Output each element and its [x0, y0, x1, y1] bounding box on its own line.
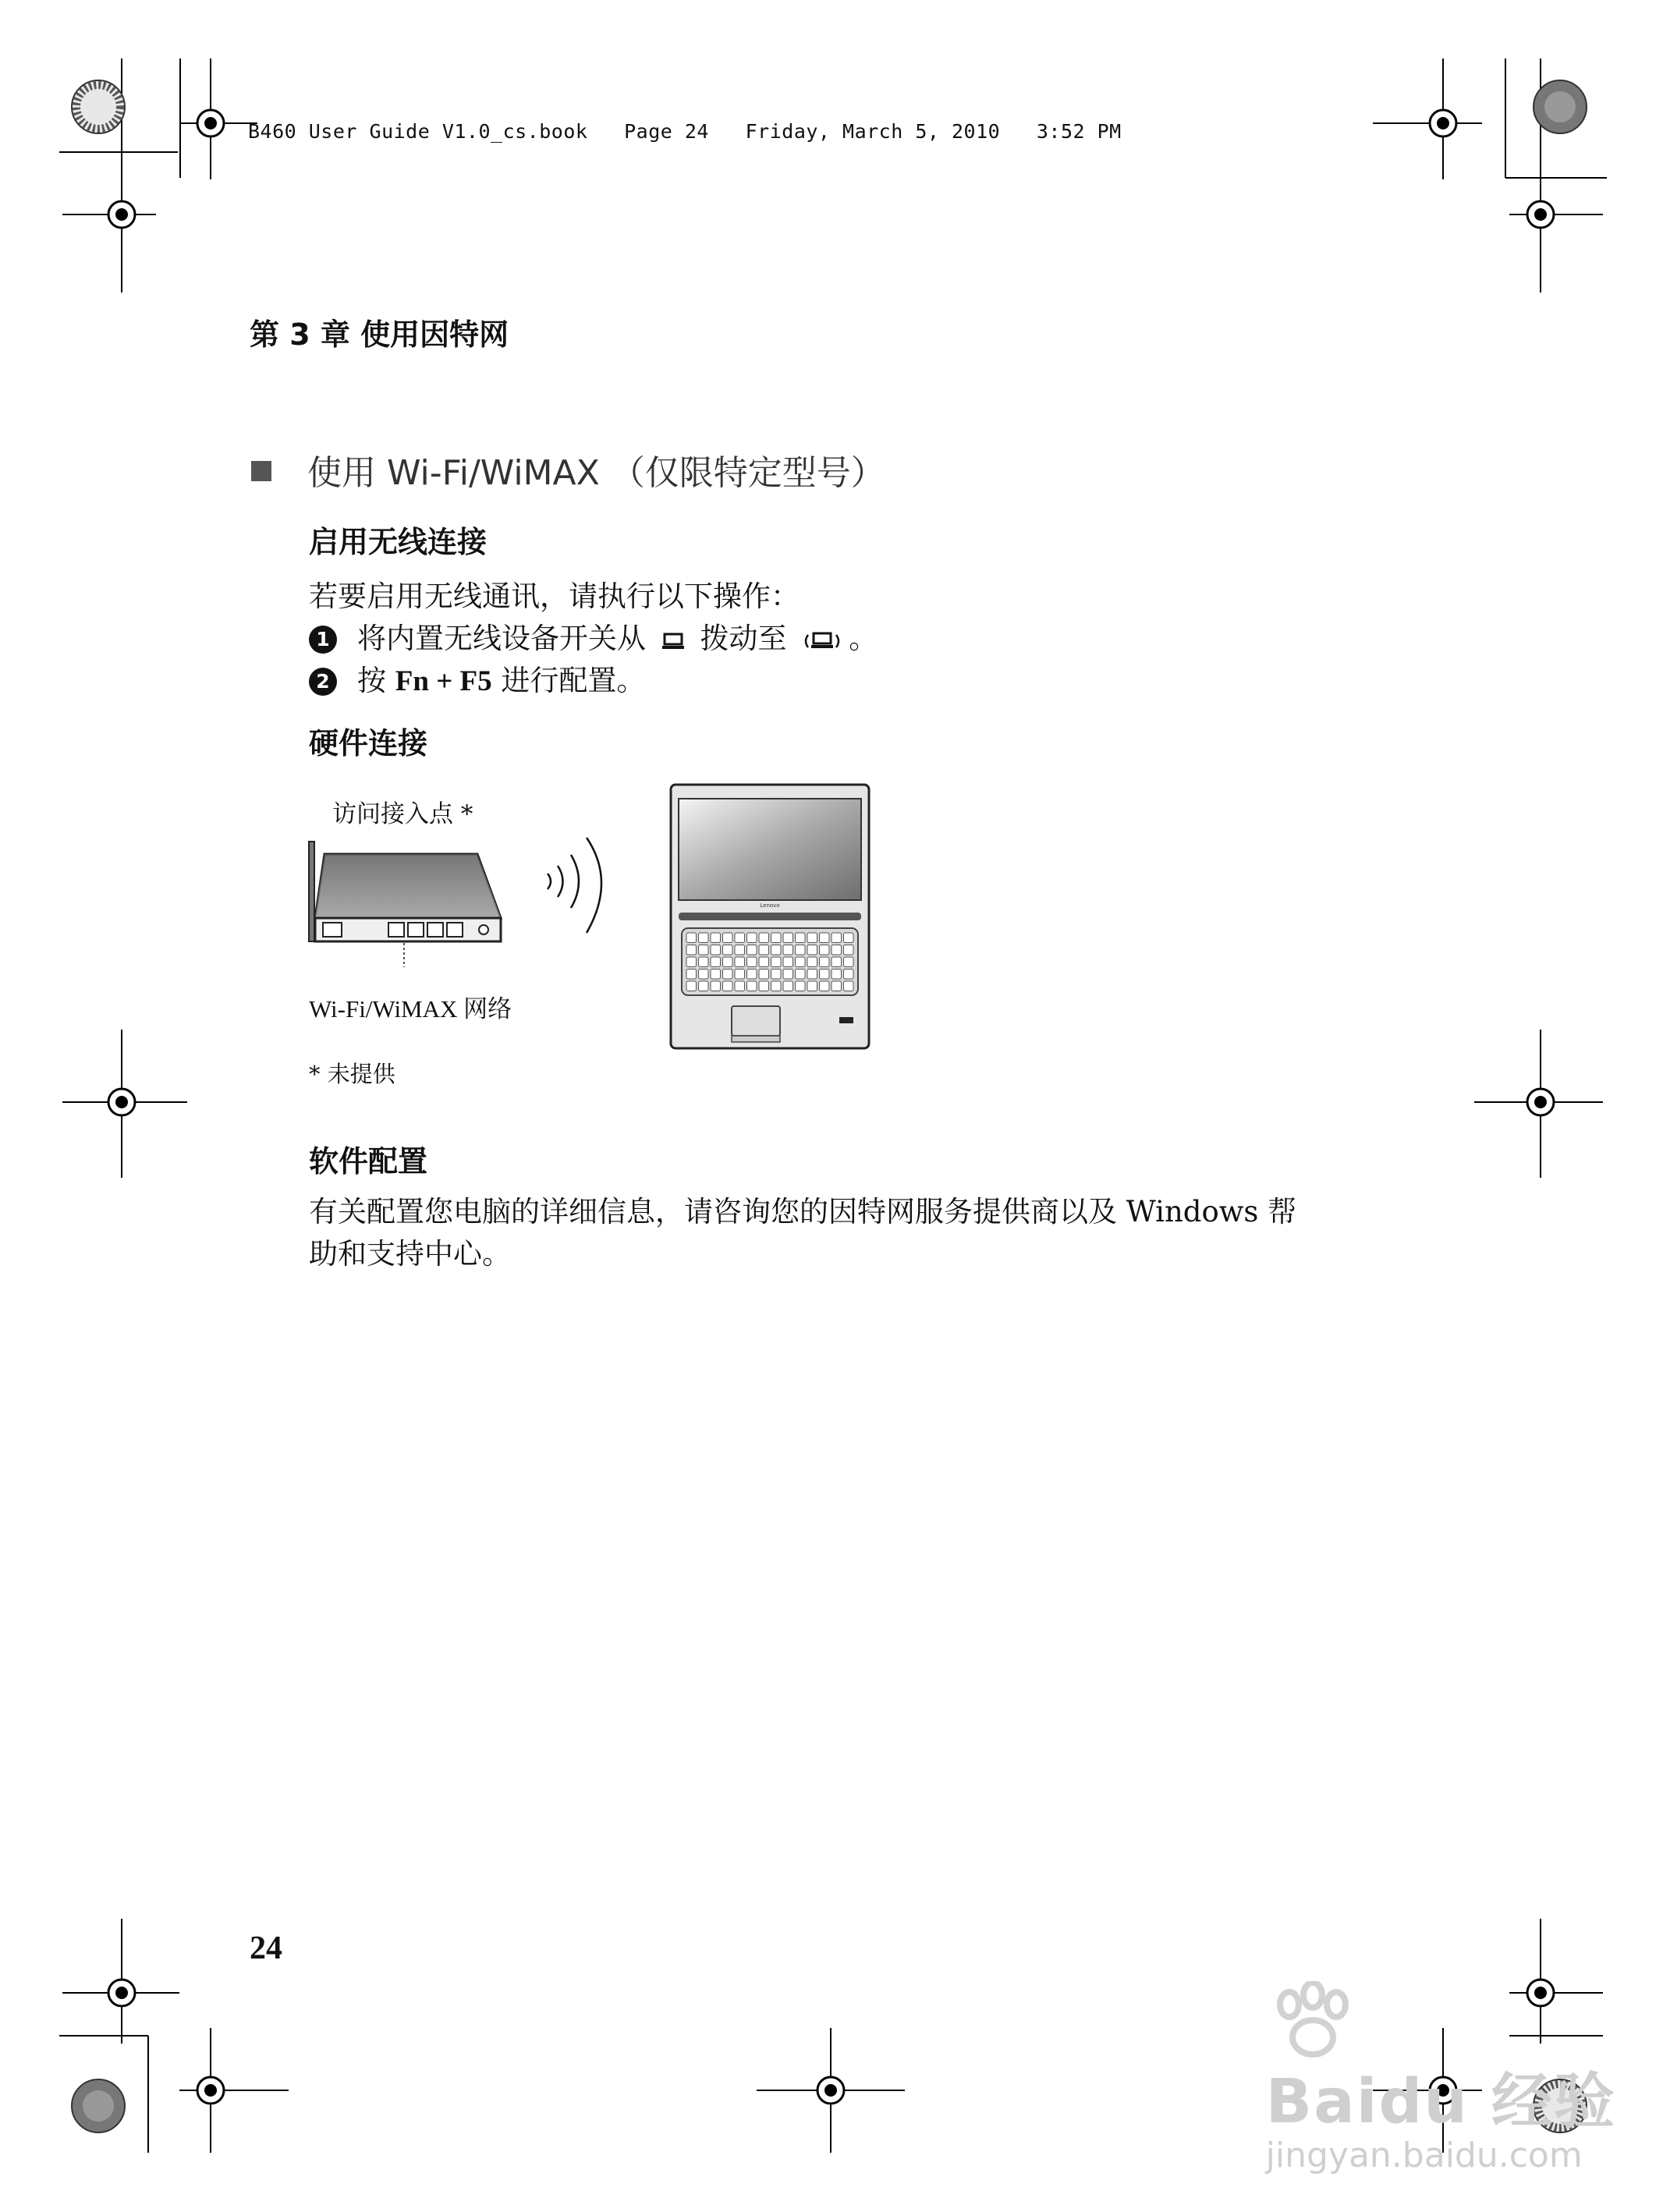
keyboard-key	[747, 981, 757, 991]
keyboard-key	[699, 981, 709, 991]
keyboard-key	[820, 957, 830, 967]
step-1-text-b: 拨动至	[700, 622, 787, 655]
keyboard-key	[844, 945, 854, 955]
header-time: 3:52 PM	[1036, 120, 1122, 143]
enable-wireless-heading: 启用无线连接	[309, 525, 488, 559]
keyboard-key	[807, 957, 817, 967]
keyboard-key	[686, 957, 697, 967]
antenna	[309, 842, 314, 941]
watermark-url: jingyan.baidu.com	[1265, 2136, 1583, 2175]
keyboard-key	[759, 970, 769, 980]
keyboard-key	[807, 981, 817, 991]
step-2-text-a: 按	[357, 664, 386, 697]
keyboard-key	[699, 957, 709, 967]
wifi-signal-icon	[538, 827, 624, 944]
keyboard-key	[783, 970, 793, 980]
keyboard-key	[796, 945, 806, 955]
software-text-line-1: 有关配置您电脑的详细信息，请咨询您的因特网服务提供商以及 Windows 帮	[309, 1195, 1297, 1228]
enable-wireless-intro: 若要启用无线通讯，请执行以下操作：	[309, 580, 800, 613]
keyboard-key	[832, 933, 842, 943]
step-1-text-a: 将内置无线设备开关从	[357, 622, 646, 655]
keyboard-key	[699, 970, 709, 980]
keyboard-key	[699, 945, 709, 955]
keyboard-key	[783, 933, 793, 943]
step-number-badge: 2	[309, 668, 337, 696]
keyboard-key	[832, 981, 842, 991]
header-book-file: B460 User Guide V1.0_cs.book	[248, 120, 588, 143]
keyboard-key	[723, 945, 733, 955]
laptop-brand-logo: Lenovo	[760, 902, 780, 909]
keyboard-key	[759, 933, 769, 943]
section-title: 使用 Wi-Fi/WiMAX （仅限特定型号）	[307, 453, 885, 493]
keyboard-key	[711, 981, 721, 991]
section-heading	[251, 445, 885, 495]
keyboard-key	[723, 933, 733, 943]
keyboard-key	[747, 970, 757, 980]
key-combo: Fn + F5	[395, 665, 492, 697]
step-2	[309, 660, 645, 703]
keyboard-key	[844, 957, 854, 967]
keyboard-key	[844, 970, 854, 980]
keyboard-key	[711, 945, 721, 955]
keyboard-key	[686, 981, 697, 991]
keyboard-key	[759, 945, 769, 955]
header-date: Friday, March 5, 2010	[745, 120, 1001, 143]
keyboard-key	[771, 945, 782, 955]
keyboard-key	[832, 970, 842, 980]
keyboard-key	[807, 945, 817, 955]
keyboard-key	[832, 957, 842, 967]
keyboard-key	[735, 945, 745, 955]
keyboard-key	[711, 970, 721, 980]
software-text-line-2: 助和支持中心。	[309, 1237, 511, 1271]
keyboard-key	[723, 957, 733, 967]
software-heading: 软件配置	[309, 1144, 428, 1179]
keyboard-key	[759, 957, 769, 967]
keyboard-key	[686, 933, 697, 943]
keyboard-key	[844, 933, 854, 943]
access-point-label: 访问接入点 *	[332, 800, 473, 828]
keyboard-key	[796, 957, 806, 967]
touchpad	[732, 1006, 780, 1036]
keyboard-key	[844, 981, 854, 991]
keyboard-key	[796, 970, 806, 980]
keyboard-key	[796, 981, 806, 991]
step-1	[309, 618, 878, 660]
print-header	[248, 120, 1122, 143]
keyboard-key	[711, 957, 721, 967]
keyboard-key	[832, 945, 842, 955]
watermark	[1266, 1981, 1616, 2175]
step-2-text-b: 进行配置。	[501, 664, 646, 697]
keyboard-key	[711, 933, 721, 943]
keyboard-key	[771, 970, 782, 980]
laptop-illustration	[669, 783, 871, 1050]
keyboard-key	[771, 933, 782, 943]
router-illustration	[304, 838, 515, 967]
keyboard-key	[771, 957, 782, 967]
step-number-badge: 1	[309, 626, 337, 654]
keyboard-key	[771, 981, 782, 991]
keyboard-key	[735, 933, 745, 943]
keyboard-key	[747, 957, 757, 967]
square-bullet-icon	[251, 461, 271, 481]
keyboard-key	[820, 981, 830, 991]
keyboard-key	[686, 970, 697, 980]
keyboard-key	[686, 945, 697, 955]
page-number: 24	[250, 1930, 282, 1966]
keyboard-key	[807, 970, 817, 980]
keyboard-key	[723, 981, 733, 991]
keyboard-key	[807, 933, 817, 943]
keyboard-key	[747, 933, 757, 943]
keyboard-key	[820, 933, 830, 943]
network-label: Wi-Fi/WiMAX 网络	[309, 995, 512, 1023]
keyboard-key	[820, 945, 830, 955]
footnote: * 未提供	[309, 1061, 395, 1087]
keyboard-key	[820, 970, 830, 980]
hardware-heading: 硬件连接	[309, 726, 428, 760]
keyboard-key	[735, 957, 745, 967]
header-page: Page 24	[624, 120, 709, 143]
keyboard-key	[747, 945, 757, 955]
keyboard-key	[735, 981, 745, 991]
keyboard-key	[723, 970, 733, 980]
watermark-brand: Baidu 经验	[1265, 2067, 1616, 2137]
wireless-on-icon	[802, 630, 842, 652]
keyboard-key	[735, 970, 745, 980]
keyboard-key	[783, 981, 793, 991]
keyboard-key	[796, 933, 806, 943]
keyboard-key	[759, 981, 769, 991]
step-1-text-c: 。	[849, 622, 878, 655]
chapter-title: 第 3 章 使用因特网	[250, 317, 509, 352]
wireless-off-icon	[661, 631, 685, 651]
laptop-screen	[679, 799, 861, 900]
keyboard-key	[783, 957, 793, 967]
keyboard-key	[783, 945, 793, 955]
keyboard-key	[699, 933, 709, 943]
